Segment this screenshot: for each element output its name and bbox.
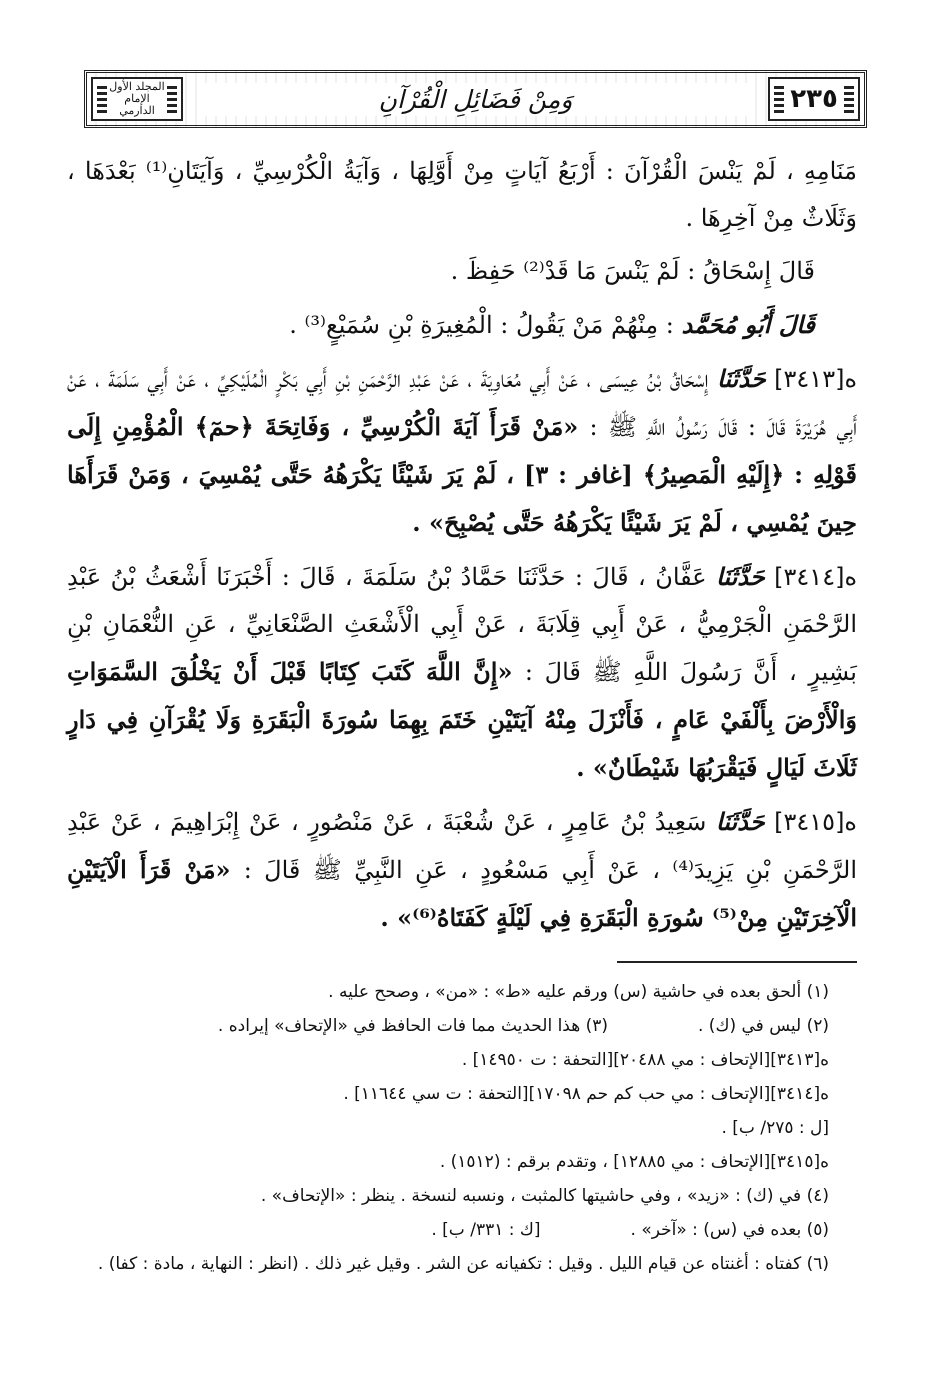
footnote-5: (٥) بعده في (س) : «آخر» . xyxy=(630,1220,829,1240)
footnotes xyxy=(67,976,857,1282)
footnote-6: (٦) كفتاه : أغنتاه عن قيام الليل . وقيل : تكفيانه عن الشر . وقيل غير ذلك . (انظر : النهاية ، مادة : كفا) . xyxy=(97,1254,829,1274)
page-number-box xyxy=(768,77,860,121)
hadith-number: ه[٣٤١٣] xyxy=(774,365,858,393)
matn-text: «مَنْ قَرَأَ آيَةَ الْكُرْسِيِّ ، وَفَاتِحَةَ ﴿حمٓ﴾ الْمُؤْمِنِ إِلَى قَوْلِهِ : ﴿إِلَيْهِ الْمَصِيرُ﴾ [غافر : ٣] ، لَمْ يَرَ شَيْئًا يَكْرَهُهُ حَتَّى يُمْسِيَ ، وَمَنْ قَرَأَهَا حِينَ يُمْسِي ، لَمْ يَرَ شَيْئًا يَكْرَهُهُ حَتَّى يُصْبِحَ» . xyxy=(67,412,857,537)
hadith-number: ه[٣٤١٥] xyxy=(774,808,857,836)
running-title: وَمِنْ فَضَائِلِ الْقُرْآنِ xyxy=(197,83,754,116)
footnote-4: (٤) في (ك) : «زيد» ، وفي حاشيتها كالمثبت ، ونسبه لنسخة . ينظر : «الإتحاف» . xyxy=(260,1186,829,1206)
page-number: ٢٣٥ xyxy=(790,84,838,114)
hadith-3413 xyxy=(67,355,857,547)
isnad-text: إِسْحَاقُ بْنُ عِيسَى ، عَنْ أَبِي مُعَاوِيَةَ ، عَنْ عَبْدِ الرَّحْمَنِ بْنِ أَبِي بَكْرٍ الْمُلَيْكِيِّ ، عَنْ أَبِي سَلَمَةَ ، عَنْ أَبِي هُرَيْرَةَ قَالَ : قَالَ رَسُولُ اللَّهِ ﷺ : xyxy=(67,365,858,441)
paragraph-ishaq: قَالَ إِسْحَاقُ : لَمْ يَنْسَ مَا قَدْ⁽²⁾ حَفِظَ . xyxy=(450,257,815,285)
matn-text: «مَنْ قَرَأَ الْآيَتَيْنِ الْآخِرَتَيْنِ مِنْ⁽⁵⁾ سُورَةِ الْبَقَرَةِ فِي لَيْلَةٍ كَفَتَاهُ⁽⁶⁾» . xyxy=(67,855,857,932)
paragraph-continuation: مَنَامِهِ ، لَمْ يَنْسَ الْقُرْآنَ : أَرْبَعُ آيَاتٍ مِنْ أَوَّلِهَا ، وَآيَةُ الْكُرْسِيِّ ، وَآيَتَانِ⁽¹⁾ بَعْدَهَا ، وَثَلَاثٌ مِنْ آخِرِهَا . xyxy=(67,157,857,232)
footnote-row-2-3 xyxy=(67,1010,857,1042)
reference-3414-manuscript: [ل : ٢٧٥/ ب] . xyxy=(721,1118,829,1138)
haddathana-label: حَدَّثَنَا xyxy=(715,807,765,836)
reference-3413: ه[٣٤١٣][الإتحاف : مي ٢٠٤٨٨][التحفة : ت ١٤٩٥٠] . xyxy=(461,1050,829,1070)
seal-box xyxy=(91,77,183,121)
haddathana-label: حَدَّثَنَا xyxy=(717,364,766,393)
isnad-text: عَفَّانُ ، قَالَ : حَدَّثَنَا حَمَّادُ بْنُ سَلَمَةَ ، قَالَ : أَخْبَرَنَا أَشْعَثُ بْنُ عَبْدِ الرَّحْمَنِ الْجَرْمِيُّ ، عَنْ أَبِي قِلَابَةَ ، عَنْ أَبِي الْأَشْعَثِ الصَّنْعَانِيِّ ، عَنِ النُّعْمَانِ بْنِ بَشِيرٍ ، أَنَّ رَسُولَ اللَّهِ ﷺ قَالَ : xyxy=(67,563,857,686)
footnote-5-manuscript: [ك : ٣٣١/ ب] . xyxy=(431,1220,541,1240)
hadith-number: ه[٣٤١٤] xyxy=(774,563,858,591)
hadith-3414 xyxy=(67,553,857,792)
reference-3414: ه[٣٤١٤][الإتحاف : مي حب كم حم ١٧٠٩٨][التحفة : ت سي ١١٦٤٤] . xyxy=(343,1084,829,1104)
isnad-text: سَعِيدُ بْنُ عَامِرٍ ، عَنْ شُعْبَةَ ، عَنْ مَنْصُورٍ ، عَنْ إِبْرَاهِيمَ ، عَنْ عَبْدِ الرَّحْمَنِ بْنِ يَزِيدَ⁽⁴⁾ ، عَنْ أَبِي مَسْعُودٍ ، عَنِ النَّبِيِّ ﷺ قَالَ : xyxy=(67,808,857,884)
abu-muhammad-text: : مِنْهُمْ مَنْ يَقُولُ : الْمُغِيرَةِ بْنِ سُمَيْعٍ⁽³⁾ . xyxy=(289,311,682,339)
matn-text: «إِنَّ اللَّهَ كَتَبَ كِتَابًا قَبْلَ أَنْ يَخْلُقَ السَّمَوَاتِ وَالْأَرْضَ بِأَلْفَيْ عَامٍ ، فَأَنْزَلَ مِنْهُ آيَتَيْنِ خَتَمَ بِهِمَا سُورَةَ الْبَقَرَةِ وَلَا يُقْرَآنِ فِي دَارٍ ثَلَاثَ لَيَالٍ فَيَقْرَبُهَا شَيْطَانٌ» . xyxy=(67,657,857,782)
paragraph-abu-muhammad xyxy=(67,301,857,349)
reference-3415: ه[٣٤١٥][الإتحاف : مي ١٢٨٨٥] ، وتقدم برقم : (١٥١٢) . xyxy=(439,1152,829,1172)
page-header xyxy=(84,70,867,128)
footnote-2: (٢) ليس في (ك) . xyxy=(698,1016,829,1036)
footnote-row-5 xyxy=(67,1214,857,1246)
abu-muhammad-label: قَالَ أَبُو مُحَمَّد xyxy=(681,310,815,339)
footnote-1: (١) ألحق بعده في حاشية (س) ورقم عليه «ط» : «من» ، وصحح عليه . xyxy=(328,982,829,1002)
hadith-3415 xyxy=(67,798,857,942)
main-text xyxy=(67,148,857,948)
seal-logo: المجلد الأول الإمام الدارمي xyxy=(109,79,165,118)
footnote-separator xyxy=(617,961,857,963)
haddathana-label: حَدَّثَنَا xyxy=(716,562,765,591)
footnote-3: (٣) هذا الحديث مما فات الحافظ في «الإتحاف» إيراده . xyxy=(217,1016,608,1036)
